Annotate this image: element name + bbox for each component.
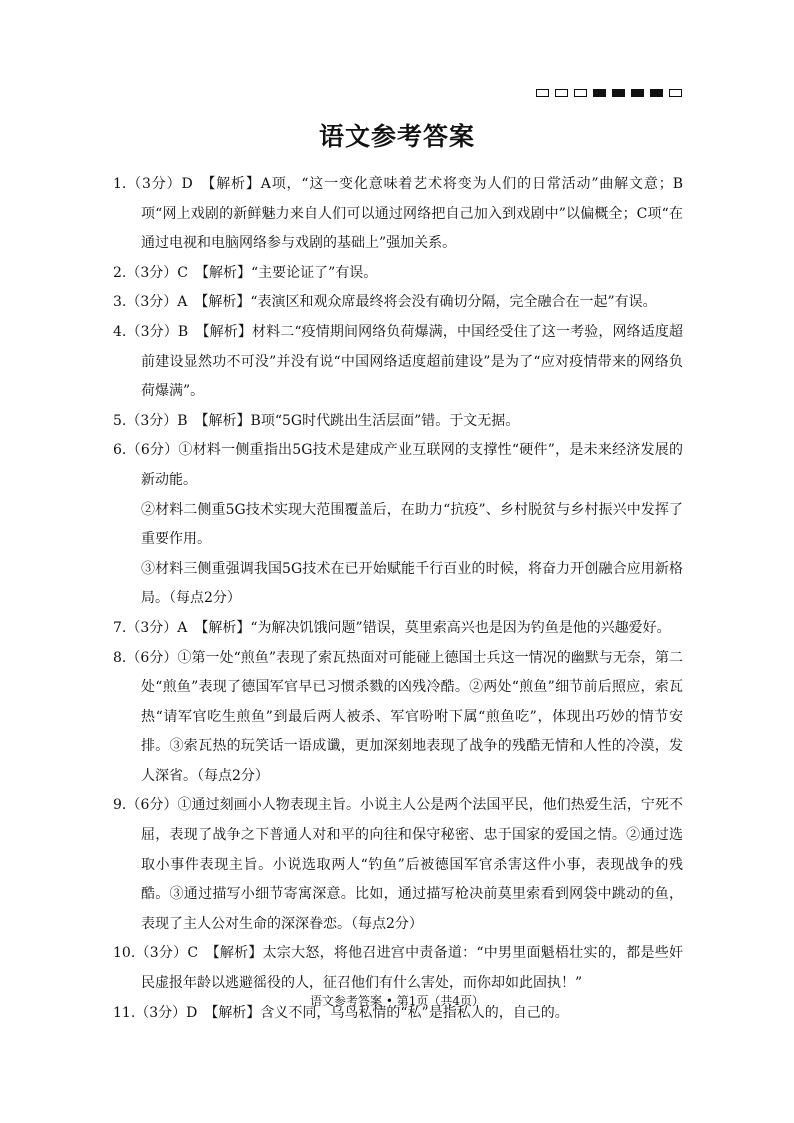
answer-text: 2.（3分）C 【解析】“主要论证了”有误。 bbox=[113, 264, 378, 281]
empty-mark-box bbox=[669, 89, 682, 97]
answer-item bbox=[113, 644, 683, 792]
answer-list bbox=[113, 170, 683, 1028]
answer-item bbox=[113, 791, 683, 939]
filled-mark-box bbox=[593, 89, 606, 97]
answer-item bbox=[113, 288, 683, 318]
answer-item bbox=[113, 436, 683, 614]
answer-text: 1.（3分）D 【解析】A项，“这一变化意味着艺术将变为人们的日常活动”曲解文意；B项“网上戏剧的新鲜魅力来自人们可以通过网络把自己加入到戏剧中”以偏概全；C项“在通过电视和电脑网络参与戏剧的基础上”强加关系。 bbox=[113, 176, 683, 252]
answer-text: 3.（3分）A 【解析】“表演区和观众席最终将会没有确切分隔，完全融合在一起”有误。 bbox=[113, 294, 657, 311]
answer-item bbox=[113, 939, 683, 998]
empty-mark-box bbox=[536, 89, 549, 97]
answer-subpoint: ②材料二侧重5G技术实现大范围覆盖后，在助力“抗疫”、乡村脱贫与乡村振兴中发挥了重要作用。 bbox=[141, 501, 683, 548]
filled-mark-box bbox=[650, 89, 663, 97]
filled-mark-box bbox=[631, 89, 644, 97]
answer-text: 7.（3分）A 【解析】“为解决饥饿问题”错误，莫里索高兴也是因为钓鱼是他的兴趣爱好。 bbox=[113, 619, 671, 636]
page-title: 语文参考答案 bbox=[318, 122, 475, 151]
empty-mark-box bbox=[574, 89, 587, 97]
answer-text: 8.（6分）①第一处“煎鱼”表现了索瓦热面对可能碰上德国士兵这一情况的幽默与无奈，第二处“煎鱼”表现了德国军官早已习惯杀戮的凶残冷酷。②两处“煎鱼”细节前后照应，索瓦热“请军官吃生煎鱼”到最后两人被杀、军官吩咐下属“煎鱼吃”，体现出巧妙的情节安排。③索瓦热的玩笑话一语成谶，更加深刻地表现了战争的残酷无情和人性的冷漠，发人深省。（每点2分） bbox=[113, 649, 683, 784]
document-code-marks bbox=[536, 89, 682, 97]
answer-item bbox=[113, 170, 683, 259]
answer-text: 10.（3分）C 【解析】太宗大怒，将他召进宫中责备道：“中男里面魁梧壮实的，都是些奸民虚报年龄以逃避徭役的人，征召他们有什么害处，而你却如此固执！” bbox=[113, 945, 683, 992]
answer-item bbox=[113, 318, 683, 407]
answer-item bbox=[113, 259, 683, 289]
answer-subpoint: ③材料三侧重强调我国5G技术在已开始赋能千行百业的时候，将奋力开创融合应用新格局。（每点2分） bbox=[141, 560, 683, 607]
answer-text: 11.（3分）D 【解析】含义不同，乌鸟私情的“私”是指私人的，自己的。 bbox=[113, 1004, 569, 1021]
answer-text: 6.（6分）①材料一侧重指出5G技术是建成产业互联网的支撑性“硬件”，是未来经济发展的新动能。 bbox=[113, 442, 683, 488]
empty-mark-box bbox=[555, 89, 568, 97]
answer-item bbox=[113, 407, 683, 437]
page-footer: 语文参考答案 • 第1页（共4页） bbox=[310, 994, 484, 1008]
filled-mark-box bbox=[612, 89, 625, 97]
answer-text: 9.（6分）①通过刻画小人物表现主旨。小说主人公是两个法国平民，他们热爱生活，宁死不屈，表现了战争之下普通人对和平的向往和保守秘密、忠于国家的爱国之情。②通过选取小事件表现主旨。小说选取两人“钓鱼”后被德国军官杀害这件小事，表现战争的残酷。③通过描写小细节寄寓深意。比如，通过描写枪决前莫里索看到网袋中跳动的鱼，表现了主人公对生命的深深眷恋。（每点2分） bbox=[113, 797, 683, 932]
answer-text: 5.（3分）B 【解析】B项“5G时代跳出生活层面”错。于文无据。 bbox=[113, 412, 520, 429]
answer-text: 4.（3分）B 【解析】材料二“疫情期间网络负荷爆满，中国经受住了这一考验，网络适度超前建设显然功不可没”并没有说“中国网络适度超前建设”是为了“应对疫情带来的网络负荷爆满”。 bbox=[113, 323, 683, 400]
answer-item bbox=[113, 614, 683, 644]
